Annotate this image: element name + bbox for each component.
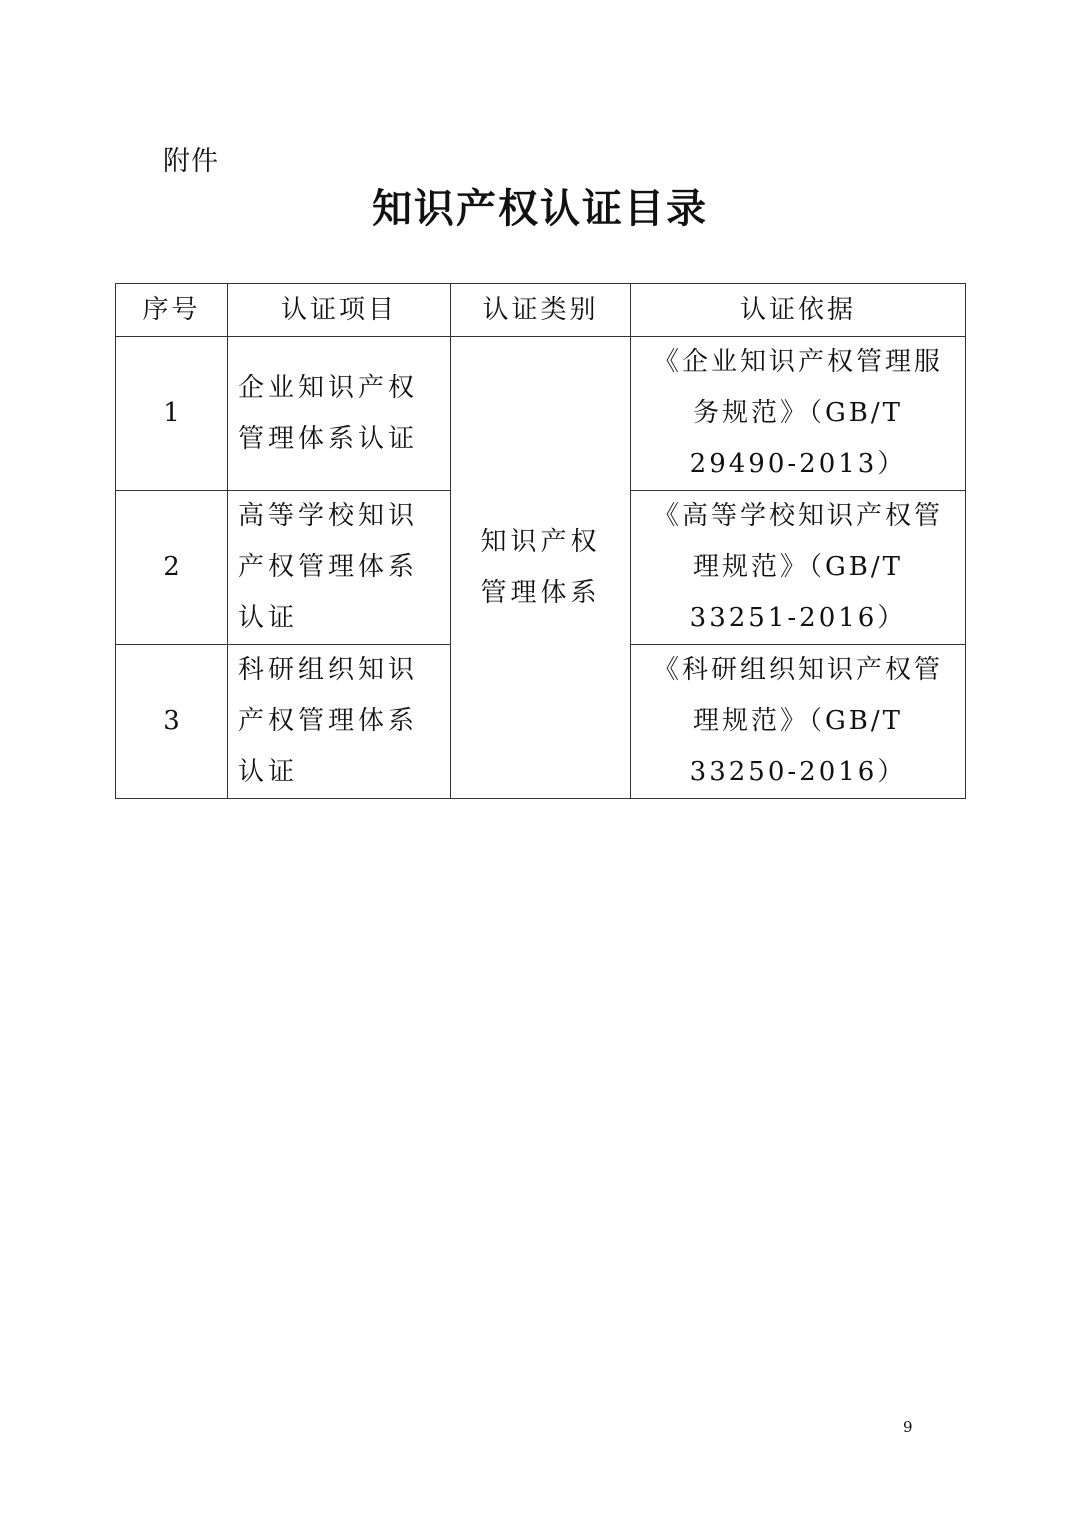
row-item: 企业知识产权管理体系认证 xyxy=(228,337,451,491)
header-basis: 认证依据 xyxy=(631,284,966,337)
table-header-row xyxy=(116,284,966,337)
row-seq: 3 xyxy=(116,645,228,799)
header-seq: 序号 xyxy=(116,284,228,337)
table-row xyxy=(116,337,966,491)
category-cell xyxy=(451,337,631,799)
attachment-label: 附件 xyxy=(163,146,219,177)
certification-catalog-table xyxy=(115,283,966,799)
page-number: 9 xyxy=(903,1418,913,1436)
page-title: 知识产权认证目录 xyxy=(372,185,708,232)
row-basis: 《高等学校知识产权管理规范》（GB/T 33251-2016） xyxy=(631,491,966,645)
row-seq: 2 xyxy=(116,491,228,645)
row-basis: 《科研组织知识产权管理规范》（GB/T 33250-2016） xyxy=(631,645,966,799)
category-text: 知识产权管理体系 xyxy=(480,526,601,608)
header-item: 认证项目 xyxy=(228,284,451,337)
row-item: 高等学校知识产权管理体系认证 xyxy=(228,491,451,645)
row-item: 科研组织知识产权管理体系认证 xyxy=(228,645,451,799)
row-basis: 《企业知识产权管理服务规范》（GB/T 29490-2013） xyxy=(631,337,966,491)
header-category: 认证类别 xyxy=(451,284,631,337)
row-seq: 1 xyxy=(116,337,228,491)
